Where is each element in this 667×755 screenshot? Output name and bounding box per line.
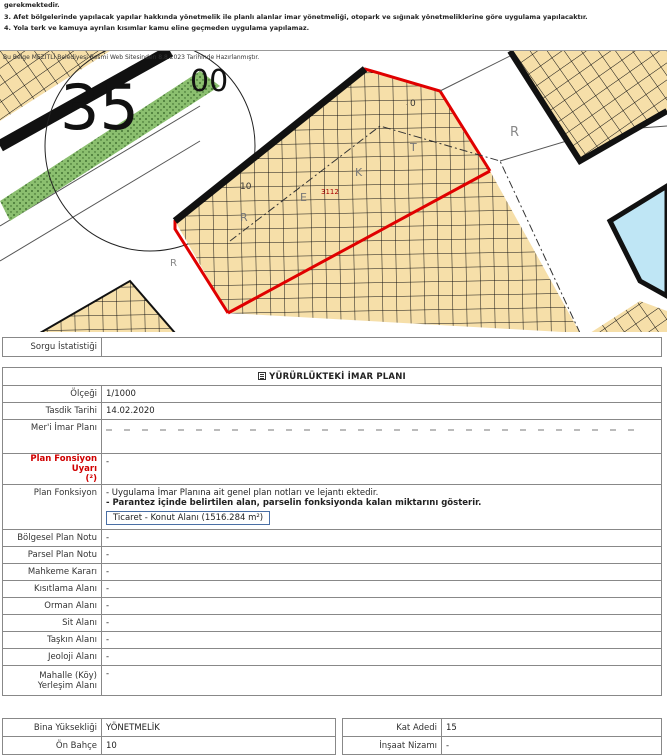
row-value: YÖNETMELİK — [102, 719, 336, 737]
row-label: Bölgesel Plan Notu — [3, 530, 102, 547]
row-label: Kısıtlama Alanı — [3, 581, 102, 598]
row-label: Ölçeği — [3, 386, 102, 403]
row-value: - — [102, 615, 662, 632]
warning-label: Plan Fonsiyon Uyarı (²) — [3, 454, 102, 485]
plan-table — [2, 367, 662, 696]
row-label: Mer'i İmar Planı — [3, 420, 102, 454]
function-note: - Uygulama İmar Planına ait genel plan notları ve lejantı ektedir. — [106, 488, 379, 498]
row-label: Bina Yüksekliği — [3, 719, 102, 737]
road-letter: R — [170, 258, 177, 269]
row-label: Tasdik Tarihi — [3, 403, 102, 420]
row-label: Taşkın Alanı — [3, 632, 102, 649]
note-line: gerekmektedir. — [4, 1, 60, 9]
row-value: - — [102, 666, 662, 696]
row-label: İnşaat Nizamı — [343, 737, 442, 755]
block-sub: 00 — [190, 64, 229, 99]
street-letter: R — [240, 211, 248, 224]
function-label: Plan Fonksiyon — [3, 485, 102, 530]
zoning-map[interactable] — [0, 50, 667, 332]
warning-value: - — [102, 454, 662, 485]
row-label: Ön Bahçe — [3, 737, 102, 755]
row-label: Parsel Plan Notu — [3, 547, 102, 564]
block-number: 35 — [60, 71, 139, 144]
row-value — [102, 420, 662, 454]
list-icon — [258, 372, 266, 380]
row-value: - — [442, 737, 662, 755]
query-value — [102, 338, 662, 357]
row-label: Sit Alanı — [3, 615, 102, 632]
build-right-table — [342, 718, 662, 755]
row-value: - — [102, 581, 662, 598]
street-letter: E — [300, 191, 307, 204]
row-value: - — [102, 564, 662, 581]
row-value: 14.02.2020 — [102, 403, 662, 420]
row-value: - — [102, 530, 662, 547]
row-value: - — [102, 632, 662, 649]
street-letter: T — [410, 141, 417, 154]
row-label: Orman Alanı — [3, 598, 102, 615]
row-value: - — [102, 598, 662, 615]
map-drawing — [0, 51, 667, 332]
row-label: Jeoloji Alanı — [3, 649, 102, 666]
map-caption: Bu Belge MEZİTLİ Belediyesi Resmi Web Sitesinden 8.8.2023 Tarihinde Hazırlanmıştır. — [3, 54, 260, 61]
row-value: 15 — [442, 719, 662, 737]
dimension-label: 10 — [240, 182, 252, 192]
query-table — [2, 337, 662, 357]
row-label: Kat Adedi — [343, 719, 442, 737]
function-badge[interactable]: Ticaret - Konut Alanı (1516.284 m²) — [106, 511, 270, 525]
street-letter: K — [355, 166, 363, 179]
function-value — [102, 485, 662, 530]
plan-notes — [0, 0, 667, 50]
build-left-table — [2, 718, 336, 755]
parcel-label: 3112 — [321, 188, 339, 196]
plan-header: YÜRÜRLÜKTEKİ İMAR PLANI — [3, 368, 662, 386]
corner-label: 0 — [410, 99, 416, 109]
query-label: Sorgu İstatistiği — [3, 338, 102, 357]
row-value: 1/1000 — [102, 386, 662, 403]
note-line: 3. Afet bölgelerinde yapılacak yapılar hakkında yönetmelik ile planlı alanlar imar yönetmeliği, otopark ve sığınak yönetmeliklerine göre uygulama yapılacaktır. — [4, 12, 588, 21]
row-label: Mahalle (Köy) Yerleşim Alanı — [3, 666, 102, 696]
function-note: - Parantez içinde belirtilen alan, parselin fonksiyonda kalan miktarını gösterir. — [106, 498, 482, 508]
row-label: Mahkeme Kararı — [3, 564, 102, 581]
road-letter: R — [510, 125, 520, 140]
row-value: - — [102, 649, 662, 666]
row-value: 10 — [102, 737, 336, 755]
row-value-blurred — [106, 429, 646, 431]
row-value: - — [102, 547, 662, 564]
note-line: 4. Yola terk ve kamuya ayrılan kısımlar kamu eline geçmeden uygulama yapılamaz. — [4, 24, 310, 32]
